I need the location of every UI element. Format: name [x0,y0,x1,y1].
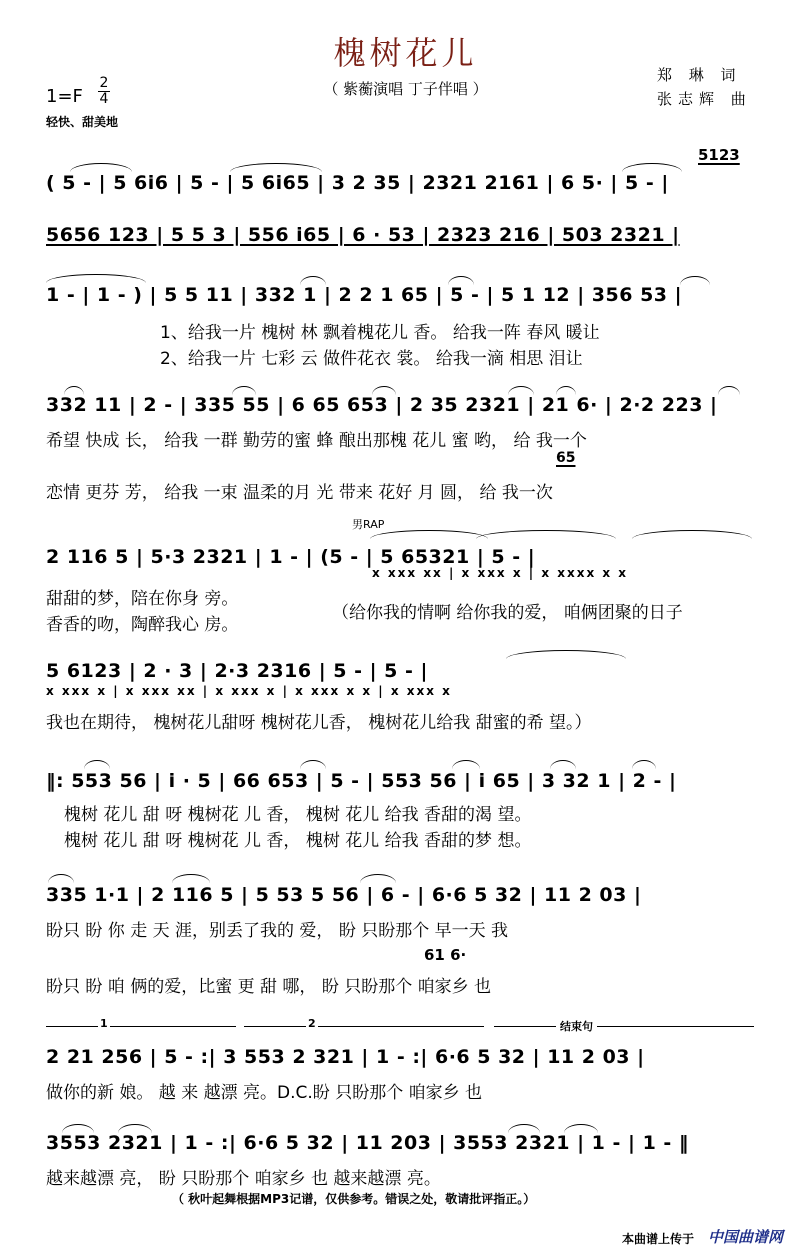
slur [476,530,616,539]
slur [172,874,210,883]
score-row-5: 2 116 5 | 5·3 2321 | 1 - | (5 - | 5 65321 | 5 - | [46,546,536,568]
time-signature [98,76,110,107]
volta-2-label: 2 [308,1017,316,1030]
slur [622,163,682,172]
alt-notes: 65 [556,450,576,466]
slur [452,760,480,769]
key-signature: 1=F [46,86,83,107]
slur [632,530,752,539]
lyrics-row-7-verse-1: 槐树 花儿 甜 呀 槐树花 儿 香， 槐树 花儿 给我 香甜的渴 望。 [64,805,532,825]
score-row-1: ( 5 - | 5 6i6 | 5 - | 5 6i65 | 3 2 35 | 2321 2161 | 6 5· | 5 - | [46,172,669,194]
rap-rhythm-row-6: x xxx x | x xxx xx | x xxx x | x xxx x x | x xxx x [46,684,452,698]
upload-note: 本曲谱上传于 [622,1232,695,1246]
score-row-2: 5656 123 | 5 5 3 | 556 i65 | 6 · 53 | 2323 216 | 503 2321 | [46,224,680,246]
lyrics-row-8-verse-2: 盼只 盼 咱 俩的爱，比蜜 更 甜 哪， 盼 只盼那个 咱家乡 也 [46,977,492,997]
lyrics-row-4-verse-1: 希望 快成 长， 给我 一群 勤劳的蜜 蜂 酿出那槐 花儿 蜜 哟， 给 我一个 [46,431,587,451]
rap-label: 男RAP [352,518,385,531]
slur [70,163,132,172]
time-bottom: 4 [99,91,109,107]
slur [46,274,146,283]
lyrics-row-7-verse-2: 槐树 花儿 甜 呀 槐树花 儿 香， 槐树 花儿 给我 香甜的梦 想。 [64,831,532,851]
score-row-4: 332 11 | 2 - | 335 55 | 6 65 653 | 2 35 2321 | 21 6· | 2·2 223 | [46,394,718,416]
score-row-8: 335 1·1 | 2 116 5 | 5 53 5 56 | 6 - | 6·6 5 32 | 11 2 03 | [46,884,642,906]
tempo-marking: 轻快、甜美地 [46,115,119,129]
volta-1-bracket [46,1026,236,1027]
slur [680,276,710,285]
lyrics-row-8-verse-1: 盼只 盼 你 走 天 涯，别丢了我的 爱， 盼 只盼那个 早一天 我 [46,921,509,941]
ending-label: 结束句 [556,1018,597,1034]
grace-notes: 5123 [698,146,740,164]
lyrics-row-9: 做你的新 娘。 越 来 越漂 亮。D.C.盼 只盼那个 咱家乡 也 [46,1083,482,1103]
score-row-7: ‖: 553 56 | i · 5 | 66 653 | 5 - | 553 56 | i 65 | 3 32 1 | 2 - | [46,770,677,792]
lyrics-row-10: 越来越漂 亮， 盼 只盼那个 咱家乡 也 越来越漂 亮。 [46,1169,441,1189]
ending-bracket [494,1026,754,1027]
site-logo[interactable] [708,1226,783,1247]
score-row-6: 5 6123 | 2 · 3 | 2·3 2316 | 5 - | 5 - | [46,660,428,682]
slur [48,874,74,883]
rap-lyrics-row-5: （给你我的情啊 给你我的爱， 咱俩团聚的日子 [332,603,683,623]
slur [506,650,626,659]
lyrics-row-3-verse-1: 1、给我一片 槐树 林 飘着槐花儿 香。 给我一阵 春风 暖让 [160,323,600,343]
lyrics-row-5-verse-1: 甜甜的梦，陪在你身 旁。 [46,589,239,609]
composer: 张志辉 曲 [657,90,752,108]
lyrics-row-5-verse-2: 香香的吻，陶醉我心 房。 [46,615,239,635]
performer-line: （ 紫蘅演唱 丁子伴唱 ） [323,80,488,98]
slur [550,760,576,769]
score-row-9: 2 21 256 | 5 - :| 3 553 2 321 | 1 - :| 6·6 5 32 | 11 2 03 | [46,1046,645,1068]
volta-1-label: 1 [100,1017,108,1030]
lyrics-row-3-verse-2: 2、给我一片 七彩 云 做件花衣 裳。 给我一滴 相思 泪让 [160,349,583,369]
slur [360,874,396,883]
rap-rhythm: x xxx xx | x xxx x | x xxxx x x [372,566,629,580]
lyricist: 郑 琳 词 [657,66,742,84]
alt-notes-row-8: 61 6· [424,946,467,964]
transcriber-note: （ 秋叶起舞根据MP3记谱，仅供参考。错误之处，敬请批评指正。） [172,1192,536,1206]
song-title: 槐树花儿 [333,34,478,72]
slur [230,163,322,172]
slur [718,386,740,395]
slur [84,760,110,769]
score-row-10: 3553 2321 | 1 - :| 6·6 5 32 | 11 203 | 3553 2321 | 1 - | 1 - ‖ [46,1132,689,1154]
slur [632,760,656,769]
score-row-3: 1 - | 1 - ) | 5 5 11 | 332 1 | 2 2 1 65 | 5 - | 5 1 12 | 356 53 | [46,284,683,306]
lyrics-row-6: 我也在期待， 槐树花儿甜呀 槐树花儿香， 槐树花儿给我 甜蜜的希 望。） [46,713,592,733]
lyrics-row-4-verse-2: 恋情 更芬 芳， 给我 一束 温柔的月 光 带来 花好 月 圆， 给 我一次 [46,483,553,503]
volta-2-bracket [244,1026,484,1027]
site-logo-text: 中国曲谱网 [708,1228,784,1246]
time-top: 2 [99,75,109,91]
slur [370,530,488,539]
slur [300,760,326,769]
